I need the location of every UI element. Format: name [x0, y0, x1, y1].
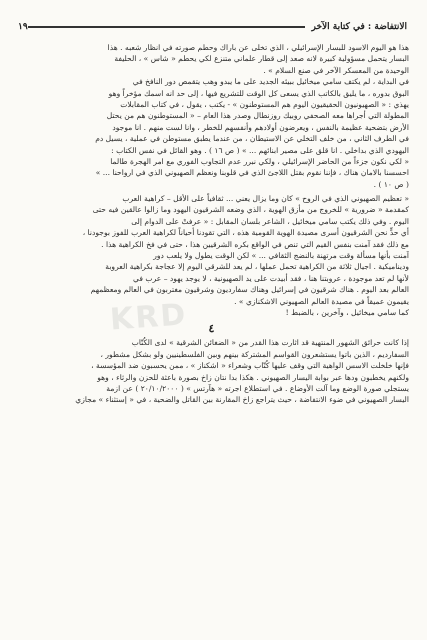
text-line: احسسنا بالامان هناك ، فإننا نقوم بقتل اللاجئ الذي في قلوبنا ونعظم الصهيوني الذي في ارواحنا ... »: [95, 168, 409, 178]
text-line: يقيمون عميقاً في مصيدة العالم الصهيوني الاشكنازي » .: [234, 296, 409, 306]
header-rule: [28, 26, 306, 28]
running-header: [14, 22, 407, 32]
text-line: فإنها خلخلت الاسس الواهية التي وقف عليها كُتّاب وشعراء « اشكناز » ، ممن يحسبون ضد المؤسسة ،: [91, 361, 409, 371]
text-line: الأرض بتضحية عظيمة بالنفس ، ويعرضون أولادهم وأنفسهم للخطر ، وانا لست منهم . انا موجود: [112, 122, 409, 132]
text-line: « تعظيم الصهيوني الذي في الروح » كان وما يزال يعني ... ثقافياً على الأقل – كراهية العرب: [122, 194, 409, 204]
paragraph-block-middle: [14, 193, 409, 318]
text-line: هذا هو اليوم الاسود للبسار الإسرائيلي ، الذي تخلى عن باراك وحطم صورته في انظار شعبه . هذا: [107, 43, 409, 52]
text-line: ولكنهم يخطبون ودها عبر بوابة اليسار الصهيوني . هكذا بدا نتان زاخ بصورة باعثة للحزن والرثاء ، وهو: [97, 372, 409, 382]
section-number: ٤: [208, 322, 215, 336]
text-line: كما سامي ميخائيل ، وآخرين ، بالضبط !: [285, 307, 409, 317]
text-line: البسار يتحمل مسؤولية كبيرة لانه صعد إلى قطار علماني متنزع لكي يحطم « شاس » ، الحليفة: [114, 54, 409, 64]
text-line: أي حدٍّ نحن الشرقيون أسرى مصيدة الهوية القومية هذه ، التي تقودنا أحياناً لكراهية العرب للفوز بوجودنا ،: [82, 228, 409, 238]
text-line: اليسار الصهيوني في ضوء الانتفاضة ، حيث يتراجع زاخ المقارنة بين القاتل والضحية ، في « إستثناء » مجازي: [75, 395, 409, 405]
text-line: ( ص ١٠ ) .: [373, 179, 409, 189]
text-line: يهذي : « الصهيونيون الحقيقيون اليوم هم المستوطنون » - يكتب ، يقول ، في كتاب المقابلات: [120, 99, 409, 109]
text-line: السفارديم ، الذين باتوا يستشعرون القواسم المشتركة بينهم وبين الفلسطينيين ولو بشكل مشطور ،: [100, 349, 409, 359]
page-number: ١٩: [18, 22, 28, 32]
text-line: يستجلي صورة الوضع وما آلت الأوضاع . في استطلاع اجرته « هآرتس » ( ٢٠/١٠/٢٠٠٠ ) عن ازمة: [106, 383, 409, 393]
text-line: مع ذلك فقد آمنت بنفس القيم التي تنص في الواقع بكره الشرقيين هذا ، حتى في فخ الكراهية هذا .: [101, 239, 409, 249]
text-line: في البداية ، لم يكتف سامي ميخائيل ببيئه الجديد على ما يبدو وهب يتقمص دور النافخ في: [132, 77, 409, 87]
text-line: إذا كانت حرائق الشهور المنتهية قد اثارت هذا القدر من « الضغائن الشرقية » لدى الكُتّاب: [131, 338, 409, 348]
text-line: كمقدمة « ضرورية » للخروج من مأزق الهوية ، الذي وضعه الشرقيون اليهود وما زالوا عالقين فيه حتى: [92, 205, 409, 215]
text-line: في الطرف الثاني ، من خلف التخلي عن الاستيطان ، من عندما يطبق مستوطن في عملية ، يسيل دم: [95, 134, 409, 144]
text-line: الوحيدة من المعسكر الآخر في صنع السلام » .: [263, 65, 409, 75]
text-line: اليهودي الذي بداخلي . انا قلق على مصير ابنائهم ... » ( ص ١٦ ) . وهو القائل في نفس الكتاب :: [111, 145, 409, 155]
text-line: العالم بعد اليوم . هناك شرقيون في إسرائيل وهناك سفارديون وشرقيون مغتربون في العالم ومعظمهم: [90, 285, 409, 295]
paragraph-block-top: [14, 42, 409, 190]
text-line: المطولة التي أجراها معه الصحفي روبيك روزنطال وصدر هذا العام – « المستوطنون هم من يحتل: [106, 111, 409, 121]
paragraph-block-bottom: [14, 337, 409, 405]
text-line: آمنت بأنها مسألة وقت مرتهنة بالنضج الثقافي ... » لكن الوقت يطول ولا يلعب دور: [153, 251, 409, 261]
text-line: وديناميكية . اجيال ثلاثة من الكراهية تحمل عملها ، لم يعد للشرقي اليوم إلا عجاجة بكراهية العروبة: [105, 262, 409, 272]
text-line: البوق بدوره ، ما يليق بالكاتب الذي يسعى كل الوقت للتشريع فيها ، إلى حد انه اسمك مؤخراً وهو: [108, 88, 409, 98]
body-text: [14, 42, 409, 406]
text-line: لأنها لم تعد موجودة ، عروبتنا هنا ، فقد أبيدت على يد الصهيونية ، لا يوجد يهود – عرب في: [133, 273, 409, 283]
text-line: اليوم . وفي ذلك يكتب سامي ميخائيل ، الشاعر بلسان المقابل : « عرفتْ على الدوام إلى: [131, 216, 409, 226]
header-title: الانتفاضة : في كتابة الآخر: [311, 22, 407, 32]
text-line: « لكي نكون جزءاً من الحاضر الإسرائيلي ، ولكي نبرر عدم التجاوب الفوري مع امر الهجرة طالما: [110, 156, 409, 166]
watermark-logo: KRD: [108, 297, 189, 338]
